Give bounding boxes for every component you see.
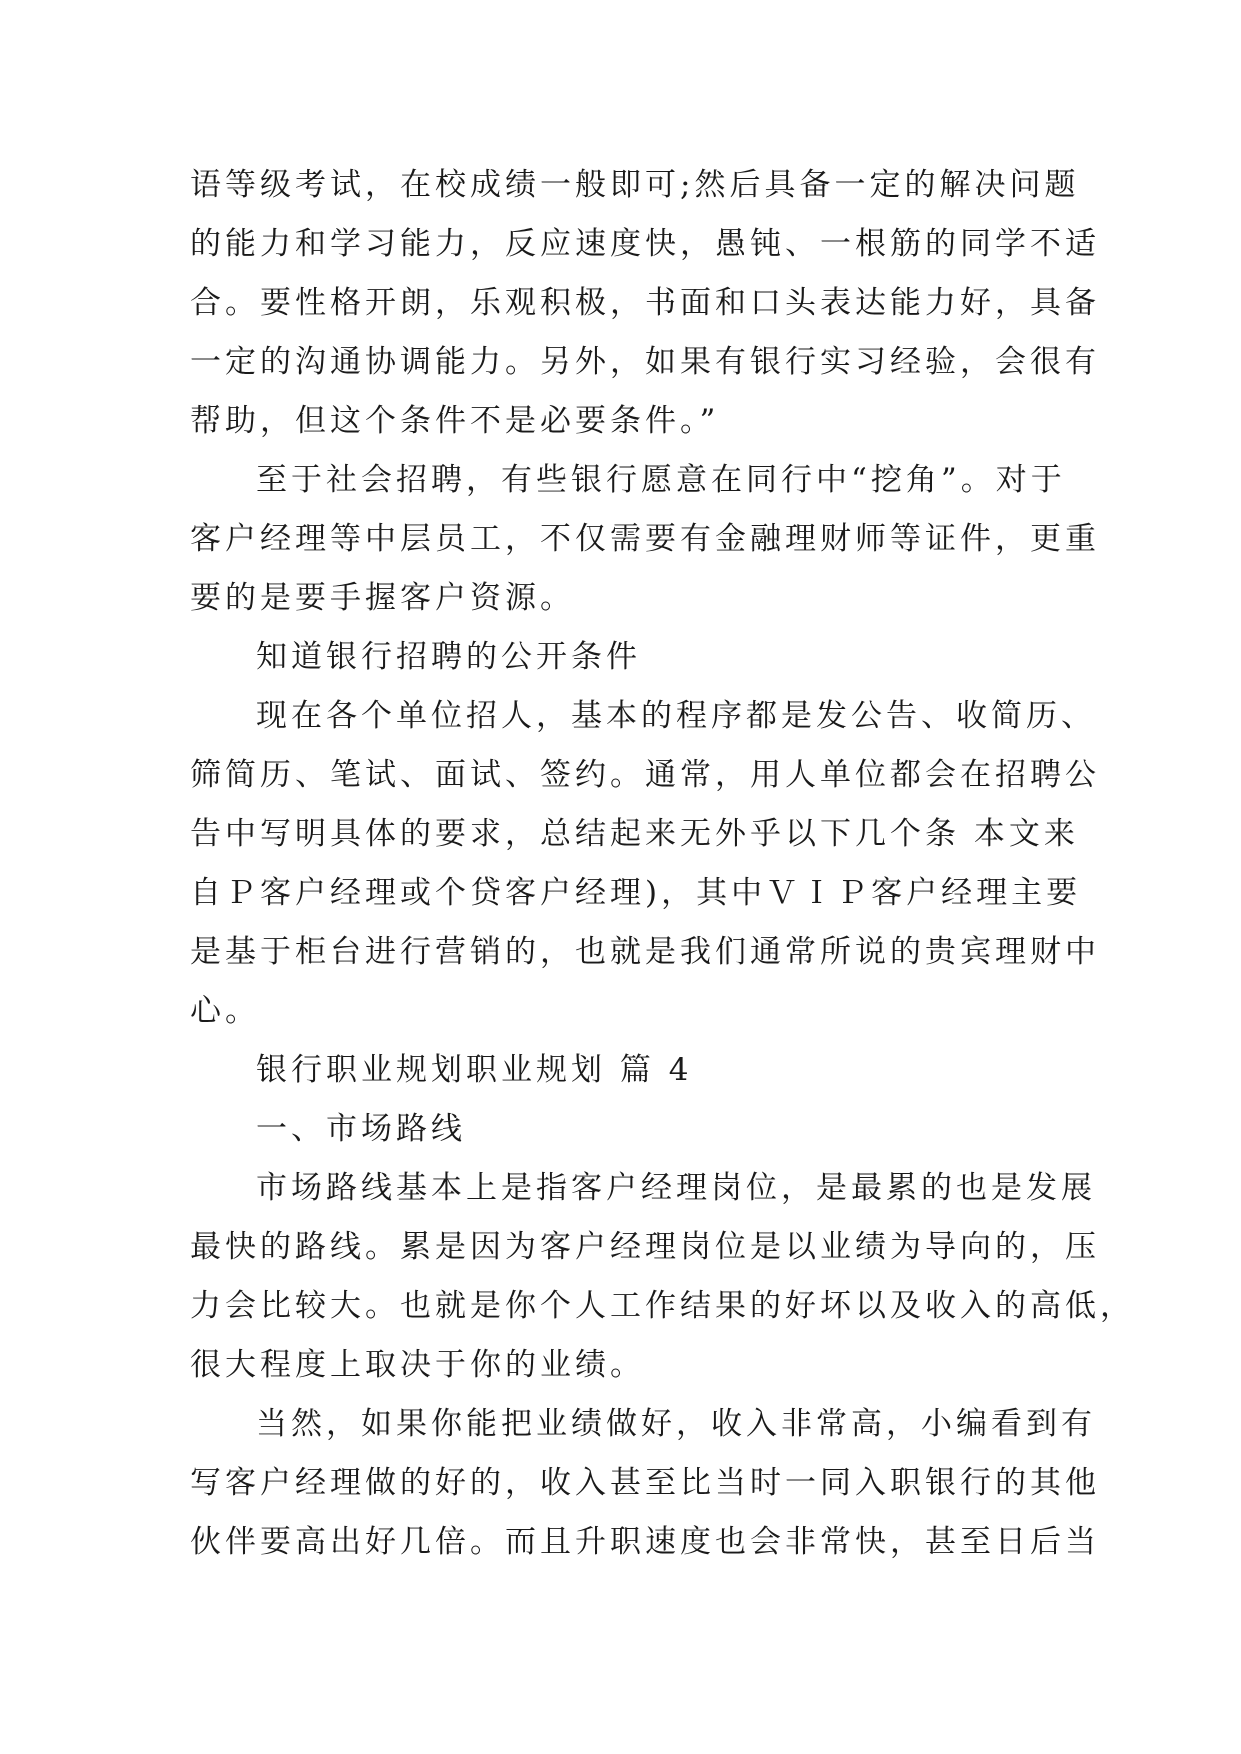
text-line: 最快的路线。累是因为客户经理岗位是以业绩为导向的，压 xyxy=(190,1229,1100,1265)
text-line: 心。 xyxy=(190,993,260,1029)
text-line: 是基于柜台进行营销的，也就是我们通常所说的贵宾理财中 xyxy=(190,934,1100,970)
paragraph-first-line: 至于社会招聘，有些银行愿意在同行中“挖角”。对于 xyxy=(256,462,1066,498)
text-line: 很大程度上取决于你的业绩。 xyxy=(190,1347,645,1383)
text-line: 告中写明具体的要求，总结起来无外乎以下几个条 本文来 xyxy=(190,816,1079,852)
text-line: 自Ｐ客户经理或个贷客户经理)，其中ＶＩＰ客户经理主要 xyxy=(190,875,1082,911)
paragraph-first-line: 银行职业规划职业规划 篇 4 xyxy=(256,1052,693,1088)
text-line: 一定的沟通协调能力。另外，如果有银行实习经验，会很有 xyxy=(190,344,1100,380)
text-line: 的能力和学习能力，反应速度快，愚钝、一根筋的同学不适 xyxy=(190,226,1100,262)
text-line: 语等级考试，在校成绩一般即可;然后具备一定的解决问题 xyxy=(190,167,1080,203)
paragraph-first-line: 一、市场路线 xyxy=(256,1111,466,1147)
text-line: 筛简历、笔试、面试、签约。通常，用人单位都会在招聘公 xyxy=(190,757,1100,793)
text-line: 力会比较大。也就是你个人工作结果的好坏以及收入的高低， xyxy=(190,1288,1135,1324)
text-line: 合。要性格开朗，乐观积极，书面和口头表达能力好，具备 xyxy=(190,285,1100,321)
document-body xyxy=(190,156,1135,1572)
text-line: 写客户经理做的好的，收入甚至比当时一同入职银行的其他 xyxy=(190,1465,1100,1501)
text-line: 帮助，但这个条件不是必要条件。” xyxy=(190,403,720,439)
paragraph-first-line: 当然，如果你能把业绩做好，收入非常高，小编看到有 xyxy=(256,1406,1096,1442)
text-line: 要的是要手握客户资源。 xyxy=(190,580,575,616)
paragraph-first-line: 现在各个单位招人，基本的程序都是发公告、收简历、 xyxy=(256,698,1096,734)
text-line: 伙伴要高出好几倍。而且升职速度也会非常快，甚至日后当 xyxy=(190,1524,1100,1560)
text-line: 客户经理等中层员工，不仅需要有金融理财师等证件，更重 xyxy=(190,521,1100,557)
paragraph-first-line: 市场路线基本上是指客户经理岗位，是最累的也是发展 xyxy=(256,1170,1096,1206)
paragraph-first-line: 知道银行招聘的公开条件 xyxy=(256,639,641,675)
